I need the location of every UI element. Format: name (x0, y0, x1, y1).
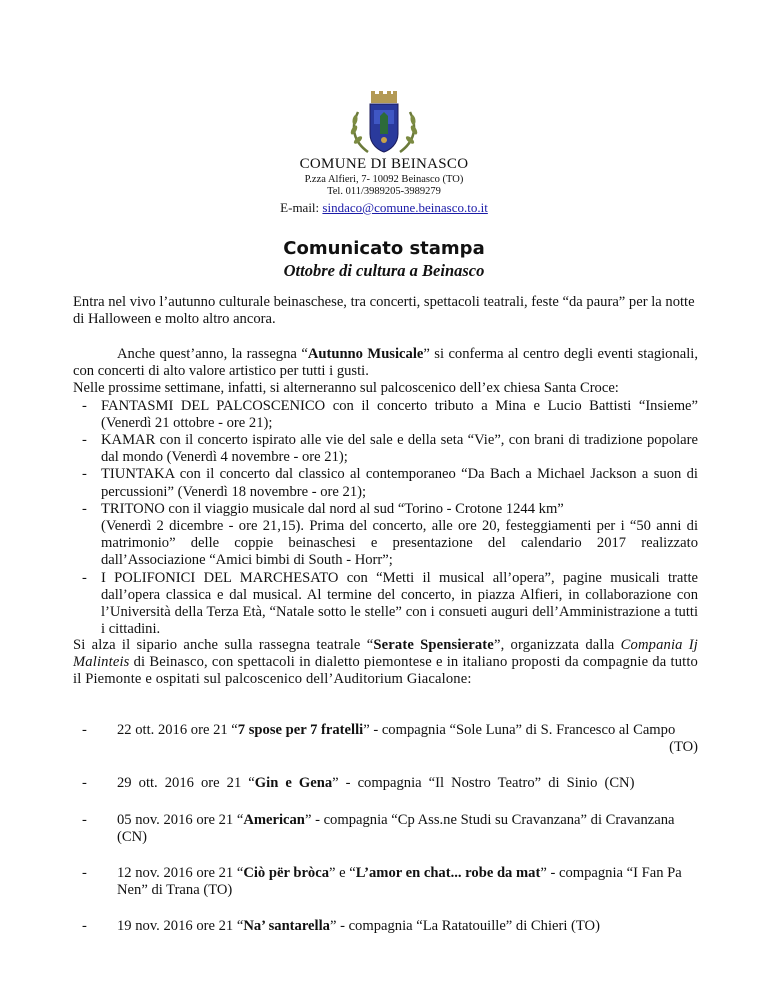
event-title: American (243, 812, 305, 828)
comune-phone: Tel. 011/3989205-3989279 (327, 186, 441, 197)
event-title: Na’ santarella (243, 918, 330, 934)
event-joiner: ” e “ (329, 865, 356, 881)
autunno-text-a: Anche quest’anno, la rassegna “ (117, 346, 308, 362)
list-dash: - (82, 397, 87, 414)
event-item (73, 812, 698, 846)
event-title: Ciò për bròca (243, 865, 329, 881)
serate-text-b: ”, organizzata dalla (493, 637, 621, 653)
event-text (117, 722, 698, 756)
event-dash: - (82, 812, 87, 828)
autunno-bold: Autunno Musicale (307, 346, 424, 362)
serate-text-a: Si alza il sipario anche sulla rassegna teatrale “ (73, 637, 374, 653)
list-item (73, 466, 698, 500)
email-label: E-mail: (280, 200, 323, 215)
intro-paragraph: Entra nel vivo l’autunno culturale beinaschese, tra concerti, spettacoli teatrali, feste “da paura” per la notte di Halloween e molto altro ancora. (73, 294, 695, 328)
event-date: 05 nov. 2016 ore 21 “ (117, 812, 244, 828)
event-item (73, 722, 698, 756)
event-dash: - (82, 918, 87, 934)
list-dash: - (82, 569, 87, 586)
document-title: Comunicato stampa (283, 238, 485, 259)
list-item (73, 570, 698, 639)
event-date: 19 nov. 2016 ore 21 “ (117, 918, 244, 934)
comune-name: COMUNE DI BEINASCO (299, 156, 469, 172)
event-company: ” - compagnia “Sole Luna” di S. Francesco al Campo (363, 722, 676, 738)
event-dash: - (82, 865, 87, 881)
serate-paragraph (73, 637, 698, 689)
autunno-paragraph (73, 346, 698, 380)
concert-list (73, 398, 698, 639)
document-subtitle: Ottobre di cultura a Beinasco (283, 261, 485, 280)
list-item-text: TIUNTAKA con il concerto dal classico al contemporaneo “Da Bach a Michael Jackson a suon di percussioni” (Venerdì 18 novembre - ore 21); (101, 466, 698, 500)
list-item-text: TRITONO con il viaggio musicale dal nord al sud “Torino - Crotone 1244 km” (101, 500, 564, 517)
event-item (73, 775, 698, 792)
event-title-2: L’amor en chat... robe da mat (355, 865, 541, 881)
comune-email-line (0, 200, 768, 216)
event-item (73, 865, 698, 899)
event-company: ” - compagnia “Cp Ass.ne Studi su Cravanzana” di Cravanzana (CN) (117, 812, 675, 846)
event-dash: - (82, 722, 87, 738)
event-title: Gin e Gena (254, 775, 333, 791)
autunno-paragraph-2: Nelle prossime settimane, infatti, si alterneranno sul palcoscenico dell’ex chiesa Santa Croce: (73, 380, 619, 397)
event-date: 29 ott. 2016 ore 21 “ (117, 775, 255, 791)
autunno-musicale-section (73, 346, 698, 638)
email-link[interactable]: sindaco@comune.beinasco.to.it (322, 200, 488, 215)
list-dash: - (82, 432, 87, 449)
event-text (117, 812, 698, 846)
event-title: 7 spose per 7 fratelli (237, 722, 364, 738)
list-item (73, 432, 698, 466)
list-item-text: KAMAR con il concerto ispirato alle vie del sale e della seta “Vie”, con brani di tradizione popolare dal mondo (Venerdì 4 novembre - ore 21); (101, 432, 698, 466)
autunno-text-b: ” si conferma al centro degli eventi stagionali, con concerti di alto valore artistico per tutti i gusti. (73, 346, 699, 380)
serate-italic: Compania Ij Malinteis (73, 637, 699, 671)
serate-text-c: di Beinasco, con spettacoli in dialetto piemontese e in italiano proposti da compagnie da tutto il Piemonte e ospitati sul palcoscenico dell’Auditorium Giacalone: (73, 654, 698, 688)
list-item (73, 501, 698, 570)
comune-address: P.zza Alfieri, 7- 10092 Beinasco (TO) (304, 174, 464, 185)
event-company-tail: (TO) (669, 739, 698, 756)
list-item-text: FANTASMI DEL PALCOSCENICO con il concerto tributo a Mina e Lucio Battisti “Insieme” (Venerdì 21 ottobre - ore 21); (101, 397, 698, 431)
event-date: 12 nov. 2016 ore 21 “ (117, 865, 244, 881)
list-dash: - (82, 500, 87, 517)
event-company: ” - compagnia “Il Nostro Teatro” di Sinio (CN) (332, 775, 635, 791)
list-dash: - (82, 466, 87, 483)
event-item (73, 918, 698, 935)
event-company: ” - compagnia “I Fan Pa Nen” di Trana (TO) (117, 865, 682, 899)
list-item-text: (Venerdì 2 dicembre - ore 21,15). Prima del concerto, alle ore 20, festeggiamenti per i “50 anni di matrimonio” delle coppie beinaschesi e presentazione del calendario 2017 realizzato dall’Associazione “Amici bimbi di South - Horr”; (101, 518, 698, 569)
serate-bold: Serate Spensierate (373, 637, 494, 653)
event-dash: - (82, 775, 87, 791)
list-item (73, 398, 698, 432)
event-text (117, 918, 698, 935)
comune-coat-of-arms-icon (338, 90, 430, 156)
event-text (117, 775, 698, 792)
list-item-text: I POLIFONICI DEL MARCHESATO con “Metti il musical all’opera”, pagine musicali tratte dall’opera classica e dal musical. Al termine del concerto, in piazza Alfieri, in collaborazione con l’Università della Terza Età, “Natale sotto le stelle” con i consueti auguri dell’Amministrazione a tutti i cittadini. (101, 569, 698, 638)
event-text (117, 865, 698, 899)
event-date: 22 ott. 2016 ore 21 “ (117, 722, 238, 738)
event-company: ” - compagnia “La Ratatouille” di Chieri (TO) (329, 918, 600, 934)
